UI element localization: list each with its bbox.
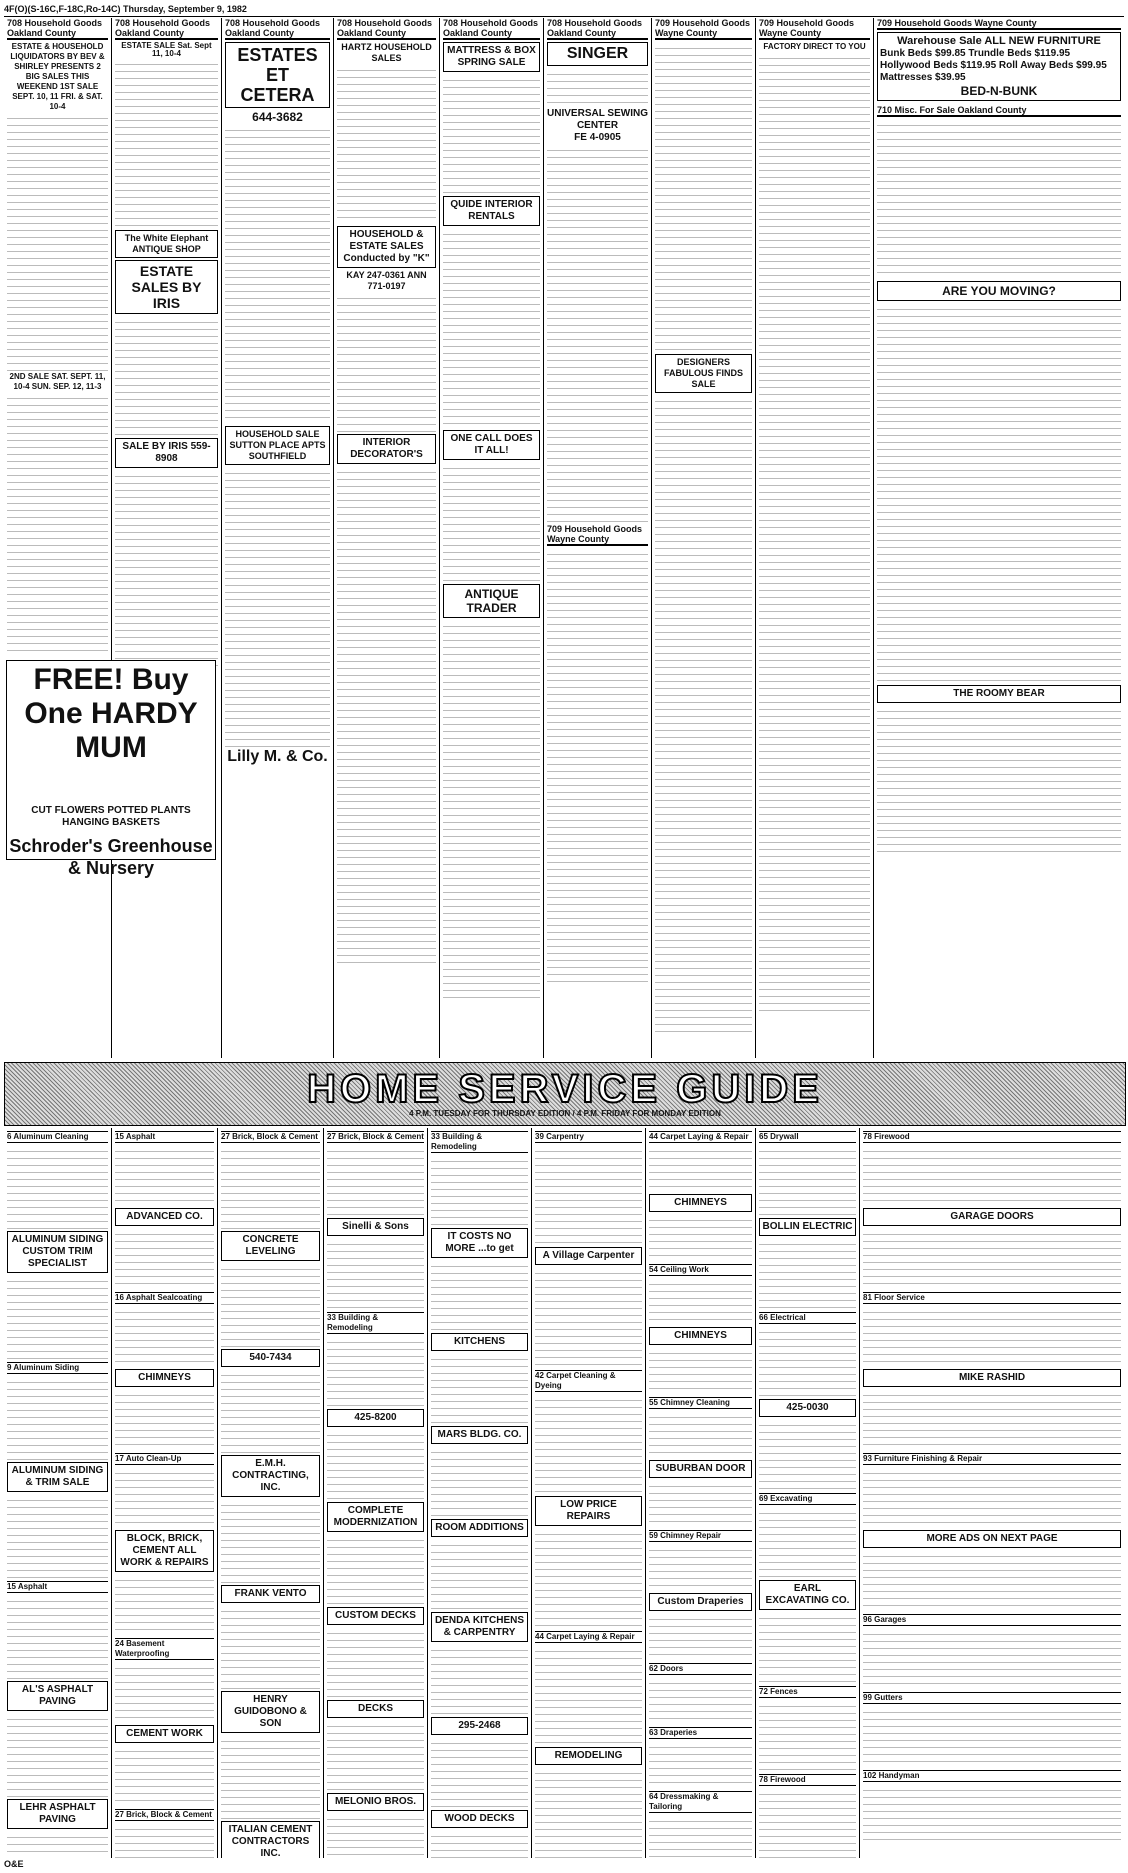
service-category: 39 Carpentry bbox=[535, 1131, 642, 1143]
ad-headline: ESTATE & HOUSEHOLD LIQUIDATORS BY BEV & SHIRLEY PRESENTS 2 BIG SALES THIS WEEKEND 1ST SALE SEPT. 10, 11 FRI. & SAT. 10-4 bbox=[10, 42, 105, 111]
column-3 bbox=[222, 18, 334, 1058]
ad-body bbox=[115, 470, 218, 670]
service-ad: 425-8200 bbox=[327, 1409, 424, 1427]
warehouse-ad bbox=[877, 32, 1121, 101]
service-ad: IT COSTS NO MORE ...to get bbox=[431, 1228, 528, 1258]
ad-headline: Warehouse Sale ALL NEW FURNITURE bbox=[897, 35, 1101, 47]
ad-body bbox=[327, 1336, 424, 1407]
ad-body bbox=[7, 1831, 108, 1858]
home-service-guide-banner bbox=[4, 1062, 1126, 1126]
ad-body bbox=[443, 74, 540, 194]
ad-box: THE ROOMY BEAR bbox=[877, 685, 1121, 703]
service-ad: EARL EXCAVATING CO. bbox=[759, 1580, 856, 1610]
ad-body bbox=[115, 1306, 214, 1367]
ad-shop: BED-N-BUNK bbox=[960, 84, 1038, 98]
service-category: 16 Asphalt Sealcoating bbox=[115, 1292, 214, 1304]
ad-body bbox=[759, 1145, 856, 1216]
ad-body bbox=[649, 1815, 752, 1858]
ad-body bbox=[7, 1145, 108, 1229]
ad-body bbox=[7, 1595, 108, 1679]
service-category: 55 Chimney Cleaning bbox=[649, 1397, 752, 1409]
column-heading: 708 Household Goods Oakland County bbox=[7, 18, 108, 40]
ad-body bbox=[547, 548, 648, 988]
service-ad: ITALIAN CEMENT CONTRACTORS INC. bbox=[221, 1821, 320, 1858]
ad-box: ARE YOU MOVING? bbox=[877, 281, 1121, 301]
service-column bbox=[860, 1128, 1124, 1858]
ad-body bbox=[535, 1645, 642, 1745]
service-category: 27 Brick, Block & Cement bbox=[221, 1131, 320, 1143]
column-subheading: 710 Misc. For Sale Oakland County bbox=[877, 105, 1121, 117]
ad-body bbox=[225, 467, 330, 747]
column-heading: 708 Household Goods Oakland County bbox=[225, 18, 330, 40]
service-directory bbox=[4, 1128, 1124, 1858]
ad-body bbox=[115, 1467, 214, 1528]
ad-body bbox=[863, 1550, 1121, 1611]
classified-section bbox=[4, 18, 1124, 1058]
service-ad: MORE ADS ON NEXT PAGE bbox=[863, 1530, 1121, 1548]
service-category: 27 Brick, Block & Cement bbox=[115, 1809, 214, 1821]
service-ad: SUBURBAN DOOR bbox=[649, 1460, 752, 1478]
service-ad: A Village Carpenter bbox=[535, 1247, 642, 1265]
ad-body bbox=[327, 1627, 424, 1698]
ad-body bbox=[115, 1145, 214, 1206]
ad-body bbox=[115, 1389, 214, 1450]
ad-body bbox=[327, 1534, 424, 1605]
ad-body bbox=[327, 1813, 424, 1858]
ad-box: DESIGNERS FABULOUS FINDS SALE bbox=[655, 354, 752, 393]
column-4 bbox=[334, 18, 440, 1058]
ad-body bbox=[649, 1214, 752, 1261]
ad-body bbox=[115, 1574, 214, 1635]
ad-body bbox=[221, 1605, 320, 1689]
service-category: 65 Drywall bbox=[759, 1131, 856, 1143]
service-category: 6 Aluminum Cleaning bbox=[7, 1131, 108, 1143]
banner-title: HOME SERVICE GUIDE bbox=[307, 1067, 823, 1111]
ad-shop: Lilly M. & Co. bbox=[227, 748, 328, 765]
service-ad: MARS BLDG. CO. bbox=[431, 1426, 528, 1444]
service-category: 69 Excavating bbox=[759, 1493, 856, 1505]
service-category: 66 Electrical bbox=[759, 1312, 856, 1324]
service-category: 64 Dressmaking & Tailoring bbox=[649, 1791, 752, 1813]
ad-phone: KAY 247-0361 ANN 771-0197 bbox=[346, 270, 427, 291]
service-category: 96 Garages bbox=[863, 1614, 1121, 1626]
service-category: 44 Carpet Laying & Repair bbox=[649, 1131, 752, 1143]
promo-ad bbox=[6, 660, 216, 878]
service-category: 44 Carpet Laying & Repair bbox=[535, 1631, 642, 1643]
service-category: 78 Firewood bbox=[863, 1131, 1121, 1143]
ad-body bbox=[7, 1713, 108, 1797]
ad-headline: ESTATE SALE Sat. Sept 11, 10-4 bbox=[121, 41, 212, 58]
promo-title: FREE! Buy One HARDY MUM bbox=[24, 663, 198, 764]
ad-body bbox=[877, 303, 1121, 683]
service-ad: REMODELING bbox=[535, 1747, 642, 1765]
ad-box: MATTRESS & BOX SPRING SALE bbox=[443, 42, 540, 72]
ad-body bbox=[431, 1353, 528, 1424]
service-ad: HENRY GUIDOBONO & SON bbox=[221, 1691, 320, 1733]
service-ad: WOOD DECKS bbox=[431, 1810, 528, 1828]
ad-box: The White Elephant ANTIQUE SHOP bbox=[115, 230, 218, 258]
service-category: 62 Doors bbox=[649, 1663, 752, 1675]
service-category: 15 Asphalt bbox=[115, 1131, 214, 1143]
ad-body bbox=[649, 1347, 752, 1394]
column-heading: 709 Household Goods Wayne County bbox=[655, 18, 751, 38]
ad-body bbox=[863, 1467, 1121, 1528]
ad-body bbox=[431, 1155, 528, 1226]
ad-box: QUIDE INTERIOR RENTALS bbox=[443, 196, 540, 226]
ad-body bbox=[221, 1263, 320, 1347]
ad-body bbox=[221, 1145, 320, 1229]
ad-body bbox=[7, 1494, 108, 1578]
ad-body bbox=[327, 1429, 424, 1500]
ad-body bbox=[535, 1267, 642, 1367]
ad-body bbox=[115, 1745, 214, 1806]
page-header bbox=[4, 2, 1124, 17]
service-category: 9 Aluminum Siding bbox=[7, 1362, 108, 1374]
ad-phone: 644-3682 bbox=[252, 110, 303, 124]
ad-box: ESTATE SALES BY IRIS bbox=[115, 260, 218, 314]
ad-body bbox=[225, 124, 330, 424]
ad-body bbox=[547, 144, 648, 524]
column-8 bbox=[756, 18, 874, 1058]
ad-headline: 2ND SALE SAT. SEPT. 11, 10-4 SUN. SEP. 12, 11-3 bbox=[9, 372, 106, 391]
service-column bbox=[324, 1128, 428, 1858]
service-ad: CHIMNEYS bbox=[649, 1194, 752, 1212]
service-column bbox=[218, 1128, 324, 1858]
service-ad: DENDA KITCHENS & CARPENTRY bbox=[431, 1612, 528, 1642]
ad-body bbox=[431, 1737, 528, 1808]
service-category: 54 Ceiling Work bbox=[649, 1264, 752, 1276]
service-ad: E.M.H. CONTRACTING, INC. bbox=[221, 1455, 320, 1497]
ad-body bbox=[759, 1326, 856, 1397]
service-column bbox=[112, 1128, 218, 1858]
ad-body bbox=[759, 1612, 856, 1683]
service-column bbox=[756, 1128, 860, 1858]
service-category: 81 Floor Service bbox=[863, 1292, 1121, 1304]
ad-phone: FE 4-0905 bbox=[574, 132, 621, 143]
column-heading: 708 Household Goods Oakland County bbox=[337, 18, 436, 40]
page-footer: O&E bbox=[4, 1859, 24, 1869]
ad-body bbox=[443, 228, 540, 428]
ad-body bbox=[327, 1145, 424, 1216]
service-category: 42 Carpet Cleaning & Dyeing bbox=[535, 1370, 642, 1392]
service-category: 33 Building & Remodeling bbox=[431, 1131, 528, 1153]
ad-body bbox=[649, 1741, 752, 1788]
ad-body bbox=[863, 1784, 1121, 1845]
service-ad: KITCHENS bbox=[431, 1333, 528, 1351]
ad-body bbox=[863, 1706, 1121, 1767]
column-heading: 708 Household Goods Oakland County bbox=[547, 18, 648, 40]
service-category: 72 Fences bbox=[759, 1686, 856, 1698]
service-ad: CONCRETE LEVELING bbox=[221, 1231, 320, 1261]
ad-body bbox=[863, 1145, 1121, 1206]
ad-body bbox=[535, 1394, 642, 1494]
ad-body bbox=[655, 42, 752, 352]
service-category: 15 Asphalt bbox=[7, 1581, 108, 1593]
ad-body bbox=[443, 620, 540, 1000]
ad-box: ESTATES ET CETERA bbox=[225, 42, 330, 108]
price-list: Bunk Beds $99.85 Trundle Beds $119.95 Hollywood Beds $119.95 Roll Away Beds $99.95 Mattresses $39.95 bbox=[880, 48, 1107, 83]
ad-body bbox=[547, 68, 648, 108]
ad-body bbox=[649, 1411, 752, 1458]
service-category: 59 Chimney Repair bbox=[649, 1530, 752, 1542]
ad-box: SINGER bbox=[547, 42, 648, 66]
ad-body bbox=[221, 1499, 320, 1583]
ad-box: HOUSEHOLD & ESTATE SALES Conducted by "K" bbox=[337, 226, 436, 268]
ad-body bbox=[337, 64, 436, 224]
ad-body bbox=[649, 1613, 752, 1660]
service-ad: DECKS bbox=[327, 1700, 424, 1718]
column-subheading: 709 Household Goods Wayne County bbox=[547, 524, 648, 546]
ad-body bbox=[759, 1507, 856, 1578]
ad-body bbox=[115, 1662, 214, 1723]
service-category: 24 Basement Waterproofing bbox=[115, 1638, 214, 1660]
service-ad: LEHR ASPHALT PAVING bbox=[7, 1799, 108, 1829]
service-ad: 425-0030 bbox=[759, 1399, 856, 1417]
ad-body bbox=[115, 316, 218, 436]
ad-box: INTERIOR DECORATOR'S bbox=[337, 434, 436, 464]
ad-body bbox=[443, 462, 540, 582]
service-column bbox=[4, 1128, 112, 1858]
ad-body bbox=[115, 1823, 214, 1858]
column-heading: 709 Household Goods Wayne County bbox=[877, 18, 1121, 30]
ad-body bbox=[759, 1238, 856, 1309]
service-ad: ALUMINUM SIDING & TRIM SALE bbox=[7, 1462, 108, 1492]
promo-subtitle: CUT FLOWERS POTTED PLANTS HANGING BASKETS bbox=[31, 805, 191, 828]
ad-body bbox=[7, 1275, 108, 1359]
ad-body bbox=[759, 1788, 856, 1858]
ad-body bbox=[327, 1720, 424, 1791]
service-ad: 540-7434 bbox=[221, 1349, 320, 1367]
ad-box: HOUSEHOLD SALE SUTTON PLACE APTS SOUTHFIELD bbox=[225, 426, 330, 465]
ad-body bbox=[535, 1145, 642, 1245]
ad-body bbox=[759, 1419, 856, 1490]
service-ad: COMPLETE MODERNIZATION bbox=[327, 1502, 424, 1532]
ad-body bbox=[535, 1767, 642, 1858]
ad-body bbox=[655, 395, 752, 1035]
ad-body bbox=[649, 1677, 752, 1724]
service-ad: CUSTOM DECKS bbox=[327, 1607, 424, 1625]
ad-body bbox=[759, 52, 870, 1012]
ad-headline: HARTZ HOUSEHOLD SALES bbox=[341, 42, 432, 63]
ad-body bbox=[863, 1228, 1121, 1289]
ad-body bbox=[877, 705, 1121, 855]
service-category: 93 Furniture Finishing & Repair bbox=[863, 1453, 1121, 1465]
ad-box: SALE BY IRIS 559-8908 bbox=[115, 438, 218, 468]
header-info: 4F(O)(S-16C,F-18C,Ro-14C) Thursday, September 9, 1982 bbox=[4, 4, 247, 14]
service-ad: BLOCK, BRICK, CEMENT ALL WORK & REPAIRS bbox=[115, 1530, 214, 1572]
ad-box: ONE CALL DOES IT ALL! bbox=[443, 430, 540, 460]
ad-body bbox=[649, 1480, 752, 1527]
service-category: 99 Gutters bbox=[863, 1692, 1121, 1704]
service-ad: MELONIO BROS. bbox=[327, 1793, 424, 1811]
ad-headline: UNIVERSAL SEWING CENTER bbox=[547, 108, 648, 131]
service-ad: AL'S ASPHALT PAVING bbox=[7, 1681, 108, 1711]
service-ad: CHIMNEYS bbox=[649, 1327, 752, 1345]
column-heading: 708 Household Goods Oakland County bbox=[443, 18, 539, 38]
ad-body bbox=[535, 1528, 642, 1628]
ad-body bbox=[337, 292, 436, 432]
service-ad: ROOM ADDITIONS bbox=[431, 1519, 528, 1537]
service-ad: CEMENT WORK bbox=[115, 1725, 214, 1743]
service-ad: 295-2468 bbox=[431, 1717, 528, 1735]
service-ad: MIKE RASHID bbox=[863, 1369, 1121, 1387]
ad-body bbox=[649, 1278, 752, 1325]
service-ad: ALUMINUM SIDING CUSTOM TRIM SPECIALIST bbox=[7, 1231, 108, 1273]
service-ad: FRANK VENTO bbox=[221, 1585, 320, 1603]
column-7 bbox=[652, 18, 756, 1058]
banner-deadline: 4 P.M. TUESDAY FOR THURSDAY EDITION / 4 P.M. FRIDAY FOR MONDAY EDITION bbox=[409, 1109, 721, 1118]
ad-body bbox=[337, 466, 436, 966]
service-ad: BOLLIN ELECTRIC bbox=[759, 1218, 856, 1236]
ad-body bbox=[115, 58, 218, 228]
ad-body bbox=[649, 1145, 752, 1192]
ad-body bbox=[649, 1544, 752, 1591]
column-2 bbox=[112, 18, 222, 1058]
ad-body bbox=[115, 1228, 214, 1289]
service-ad: Custom Draperies bbox=[649, 1593, 752, 1611]
ad-body bbox=[221, 1369, 320, 1453]
ad-body bbox=[7, 392, 108, 652]
ad-body bbox=[431, 1830, 528, 1858]
ad-box: ANTIQUE TRADER bbox=[443, 584, 540, 618]
ad-body bbox=[7, 112, 108, 372]
ad-body bbox=[877, 119, 1121, 279]
column-heading: 709 Household Goods Wayne County bbox=[759, 18, 870, 40]
ad-body bbox=[759, 1700, 856, 1771]
service-category: 27 Brick, Block & Cement bbox=[327, 1132, 424, 1141]
service-ad: GARAGE DOORS bbox=[863, 1208, 1121, 1226]
service-column bbox=[428, 1128, 532, 1858]
column-heading: 708 Household Goods Oakland County bbox=[115, 18, 218, 40]
service-category: 102 Handyman bbox=[863, 1770, 1121, 1782]
service-category: 78 Firewood bbox=[759, 1774, 856, 1786]
ad-body bbox=[863, 1389, 1121, 1450]
ad-body bbox=[221, 1735, 320, 1819]
service-column bbox=[646, 1128, 756, 1858]
ad-body bbox=[327, 1238, 424, 1309]
service-ad: LOW PRICE REPAIRS bbox=[535, 1496, 642, 1526]
service-ad: CHIMNEYS bbox=[115, 1369, 214, 1387]
column-9 bbox=[874, 18, 1124, 1058]
service-category: 63 Draperies bbox=[649, 1727, 752, 1739]
ad-body bbox=[431, 1446, 528, 1517]
service-ad: ADVANCED CO. bbox=[115, 1208, 214, 1226]
ad-body bbox=[863, 1306, 1121, 1367]
column-6 bbox=[544, 18, 652, 1058]
column-5 bbox=[440, 18, 544, 1058]
ad-body bbox=[431, 1260, 528, 1331]
service-ad: Sinelli & Sons bbox=[327, 1218, 424, 1236]
column-1 bbox=[4, 18, 112, 1058]
ad-body bbox=[431, 1644, 528, 1715]
service-category: 33 Building & Remodeling bbox=[327, 1312, 424, 1334]
ad-headline: FACTORY DIRECT TO YOU bbox=[763, 42, 866, 51]
promo-shop: Schroder's Greenhouse & Nursery bbox=[9, 836, 213, 878]
ad-body bbox=[431, 1539, 528, 1610]
ad-body bbox=[863, 1628, 1121, 1689]
service-category: 17 Auto Clean-Up bbox=[115, 1453, 214, 1465]
service-column bbox=[532, 1128, 646, 1858]
ad-body bbox=[7, 1376, 108, 1460]
